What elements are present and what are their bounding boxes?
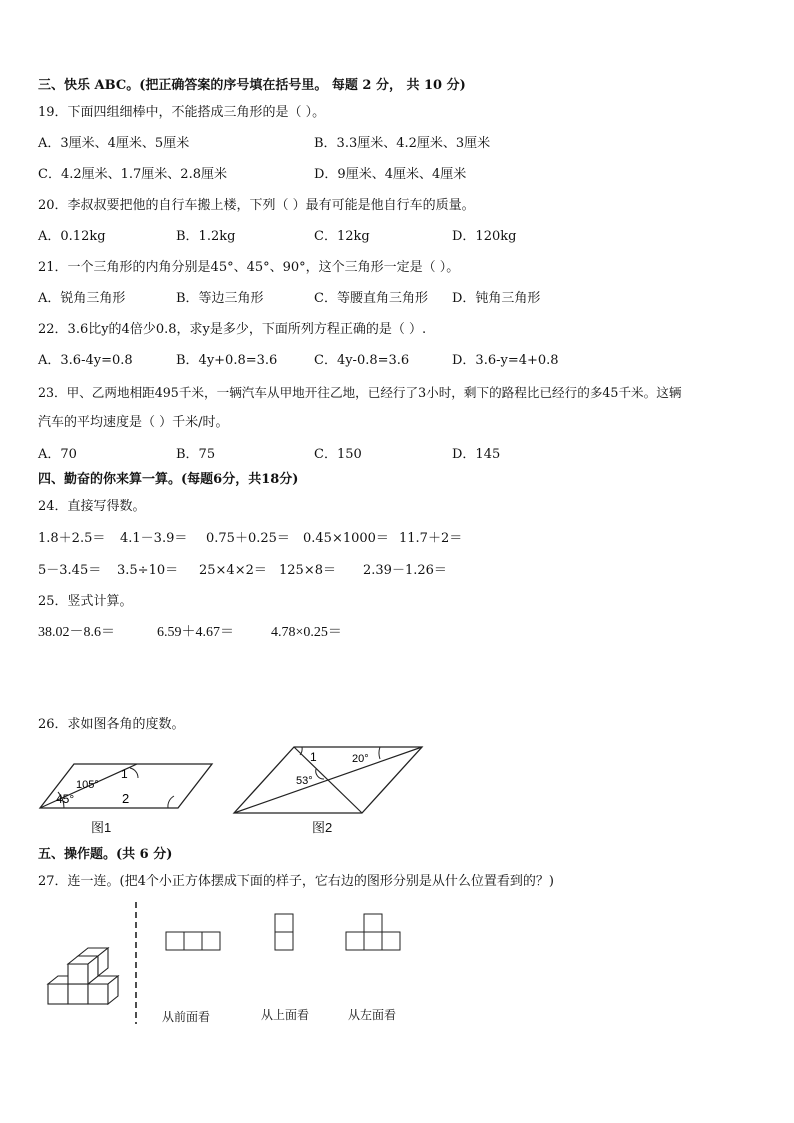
fig2-caption: 图2	[312, 820, 333, 835]
q24-item: 0.75＋0.25＝	[206, 531, 290, 546]
figure-2-parallelogram	[230, 743, 426, 817]
fig1-caption: 图1	[91, 820, 112, 835]
front-view-shape	[164, 930, 224, 952]
q22-stem: 22．3.6比y的4倍少0.8，求y是多少，下面所列方程正确的是（ ）.	[38, 322, 427, 337]
q21-option-a: A．锐角三角形	[38, 291, 126, 306]
q24-item: 125×8＝	[279, 563, 336, 578]
top-view-shape	[273, 912, 297, 952]
view-label-top: 从上面看	[261, 1008, 310, 1022]
q25-item: 6.59＋4.67＝	[157, 625, 234, 640]
fig1-angle-2: 2	[122, 791, 130, 806]
left-view-shape	[344, 912, 404, 952]
fig1-angle-105: 105°	[76, 779, 99, 791]
fig2-angle-20: 20°	[352, 753, 369, 765]
q27-stem: 27．连一连。(把4个小正方体摆成下面的样子，它右边的图形分别是从什么位置看到的？)	[38, 874, 554, 889]
q24-item: 2.39－1.26＝	[363, 563, 447, 578]
q22-option-d: D．3.6-y=4+0.8	[452, 353, 559, 368]
q23-option-a: A．70	[38, 447, 77, 462]
q20-option-c: C．12kg	[314, 229, 370, 244]
figure-1-parallelogram	[34, 758, 218, 838]
fig2-angle-53: 53°	[296, 775, 313, 787]
fig1-angle-45: 45°	[56, 792, 75, 806]
q19-option-d: D．9厘米、4厘米、4厘米	[314, 167, 467, 182]
q24-item: 0.45×1000＝	[303, 531, 389, 546]
q19-option-a: A．3厘米、4厘米、5厘米	[38, 136, 190, 151]
cube-stack-drawing	[44, 946, 128, 1008]
q25-item: 38.02－8.6＝	[38, 625, 115, 640]
fig1-angle-1: 1	[121, 767, 128, 781]
q25-item: 4.78×0.25＝	[271, 625, 342, 640]
q21-option-c: C．等腰直角三角形	[314, 291, 428, 306]
q23-option-b: B．75	[176, 447, 216, 462]
q24-item: 3.5÷10＝	[117, 563, 179, 578]
view-label-front: 从前面看	[162, 1010, 211, 1024]
q20-option-d: D．120kg	[452, 229, 517, 244]
q23-stem-line1: 23．甲、乙两地相距495千米，一辆汽车从甲地开往乙地，已经行了3小时，剩下的路程比已经行的多45千米。这辆	[38, 385, 682, 400]
q21-option-d: D．钝角三角形	[452, 291, 541, 306]
q22-option-b: B．4y+0.8=3.6	[176, 353, 278, 368]
section3-header: 三、快乐 ABC。(把正确答案的序号填在括号里。 每题 2 分， 共 10 分)	[38, 78, 466, 93]
q23-option-c: C．150	[314, 447, 362, 462]
q20-option-b: B．1.2kg	[176, 229, 236, 244]
q24-item: 11.7＋2＝	[399, 531, 463, 546]
q21-stem: 21．一个三角形的内角分别是45°、45°、90°，这个三角形一定是（ ）。	[38, 260, 460, 275]
q19-option-b: B．3.3厘米、4.2厘米、3厘米	[314, 136, 491, 151]
q24-item: 5－3.45＝	[38, 563, 102, 578]
q25-stem: 25．竖式计算。	[38, 594, 133, 609]
fig2-angle-1: 1	[310, 750, 317, 764]
q21-option-b: B．等边三角形	[176, 291, 264, 306]
q22-option-a: A．3.6-4y=0.8	[38, 353, 133, 368]
q23-option-d: D．145	[452, 447, 501, 462]
q26-stem: 26．求如图各角的度数。	[38, 717, 185, 732]
view-label-left: 从左面看	[348, 1008, 397, 1022]
q20-stem: 20．李叔叔要把他的自行车搬上楼，下列（ ）最有可能是他自行车的质量。	[38, 198, 475, 213]
q20-option-a: A．0.12kg	[38, 229, 106, 244]
q24-item: 4.1－3.9＝	[120, 531, 188, 546]
q24-stem: 24．直接写得数。	[38, 499, 146, 514]
section5-header: 五、操作题。(共 6 分)	[38, 847, 173, 862]
dashed-divider	[133, 900, 139, 1026]
q22-option-c: C．4y-0.8=3.6	[314, 353, 410, 368]
q24-item: 1.8＋2.5＝	[38, 531, 106, 546]
section4-header: 四、勤奋的你来算一算。(每题6分，共18分)	[38, 472, 299, 487]
q19-stem: 19．下面四组细棒中，不能搭成三角形的是（ ）。	[38, 105, 326, 120]
q23-stem-line2: 汽车的平均速度是（ ）千米/时。	[38, 415, 229, 430]
q19-option-c: C．4.2厘米、1.7厘米、2.8厘米	[38, 167, 227, 182]
q24-item: 25×4×2＝	[199, 563, 267, 578]
